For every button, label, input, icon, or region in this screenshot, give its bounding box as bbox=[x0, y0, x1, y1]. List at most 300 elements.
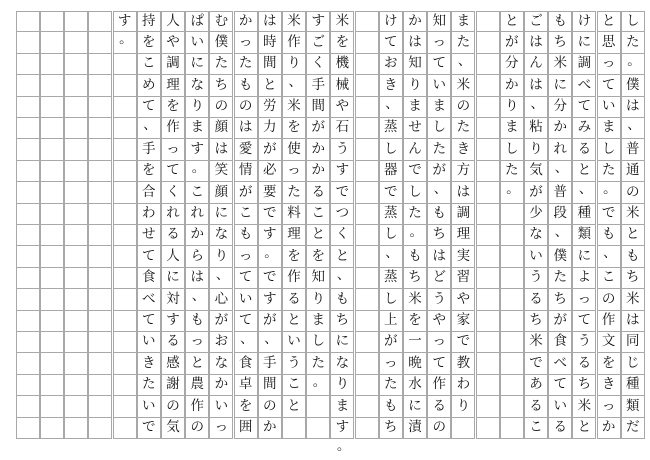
manuscript-cell: 手 bbox=[258, 353, 282, 374]
manuscript-cell: て bbox=[234, 268, 258, 289]
manuscript-cell: 類 bbox=[572, 225, 596, 246]
manuscript-cell: も bbox=[427, 204, 451, 225]
manuscript-cell bbox=[113, 97, 137, 118]
manuscript-cell: 使 bbox=[282, 139, 306, 160]
manuscript-cell: 。 bbox=[403, 225, 427, 246]
manuscript-cell: で bbox=[137, 418, 161, 439]
manuscript-cell: お bbox=[209, 332, 233, 353]
manuscript-cell bbox=[64, 32, 88, 53]
manuscript-cell bbox=[500, 311, 524, 332]
manuscript-cell bbox=[64, 97, 88, 118]
manuscript-cell: 調 bbox=[572, 54, 596, 75]
manuscript-cell bbox=[16, 225, 40, 246]
manuscript-cell: て bbox=[137, 97, 161, 118]
manuscript-cell: 時 bbox=[258, 32, 282, 53]
manuscript-cell: 。 bbox=[185, 161, 209, 182]
manuscript-cell bbox=[500, 289, 524, 310]
manuscript-cell: が bbox=[524, 182, 548, 203]
manuscript-cell: と bbox=[282, 396, 306, 417]
manuscript-cell: 料 bbox=[282, 204, 306, 225]
manuscript-cell: ま bbox=[597, 118, 621, 139]
manuscript-cell: 。 bbox=[597, 182, 621, 203]
manuscript-cell: が bbox=[258, 139, 282, 160]
manuscript-cell bbox=[113, 396, 137, 417]
manuscript-cell: 囲 bbox=[234, 418, 258, 439]
manuscript-cell bbox=[113, 418, 137, 439]
manuscript-cell: か bbox=[209, 375, 233, 396]
manuscript-cell: 作 bbox=[282, 32, 306, 53]
manuscript-cell bbox=[306, 396, 330, 417]
manuscript-column bbox=[234, 11, 258, 439]
manuscript-cell bbox=[500, 225, 524, 246]
manuscript-cell: も bbox=[548, 11, 572, 32]
manuscript-cell: 作 bbox=[282, 268, 306, 289]
manuscript-cell: る bbox=[548, 418, 572, 439]
manuscript-cell: は bbox=[621, 311, 645, 332]
manuscript-cell: 人 bbox=[161, 246, 185, 267]
manuscript-cell: し bbox=[427, 118, 451, 139]
manuscript-cell: 調 bbox=[451, 204, 475, 225]
manuscript-cell bbox=[500, 246, 524, 267]
manuscript-cell: た bbox=[379, 375, 403, 396]
manuscript-cell: い bbox=[427, 75, 451, 96]
manuscript-cell bbox=[16, 353, 40, 374]
manuscript-cell: ち bbox=[572, 375, 596, 396]
manuscript-cell bbox=[40, 75, 64, 96]
manuscript-cell bbox=[282, 418, 306, 439]
manuscript-cell bbox=[355, 204, 379, 225]
manuscript-cell bbox=[16, 161, 40, 182]
manuscript-cell: せ bbox=[403, 118, 427, 139]
manuscript-cell bbox=[64, 225, 88, 246]
manuscript-cell: 気 bbox=[161, 418, 185, 439]
manuscript-cell: べ bbox=[572, 75, 596, 96]
manuscript-cell: り bbox=[403, 75, 427, 96]
manuscript-cell: で bbox=[451, 332, 475, 353]
manuscript-cell bbox=[476, 246, 500, 267]
manuscript-cell bbox=[88, 139, 112, 160]
manuscript-cell bbox=[355, 289, 379, 310]
manuscript-cell bbox=[88, 246, 112, 267]
manuscript-cell: 笑 bbox=[209, 161, 233, 182]
manuscript-cell: な bbox=[330, 353, 354, 374]
manuscript-column bbox=[621, 11, 645, 439]
manuscript-cell: を bbox=[282, 118, 306, 139]
manuscript-cell: 。 bbox=[306, 375, 330, 396]
manuscript-column bbox=[379, 11, 403, 439]
manuscript-cell: う bbox=[524, 268, 548, 289]
manuscript-cell bbox=[16, 311, 40, 332]
manuscript-cell bbox=[476, 353, 500, 374]
manuscript-cell bbox=[16, 289, 40, 310]
manuscript-cell: う bbox=[427, 289, 451, 310]
manuscript-cell: 漬 bbox=[403, 418, 427, 439]
manuscript-cell bbox=[476, 311, 500, 332]
manuscript-cell: 米 bbox=[330, 11, 354, 32]
manuscript-cell bbox=[113, 353, 137, 374]
manuscript-cell bbox=[113, 311, 137, 332]
manuscript-cell bbox=[88, 75, 112, 96]
manuscript-cell bbox=[40, 289, 64, 310]
manuscript-cell: よ bbox=[572, 268, 596, 289]
manuscript-cell bbox=[355, 375, 379, 396]
manuscript-cell: き bbox=[137, 353, 161, 374]
manuscript-cell: り bbox=[330, 375, 354, 396]
manuscript-cell: 食 bbox=[548, 332, 572, 353]
manuscript-cell: い bbox=[185, 32, 209, 53]
manuscript-cell: と bbox=[500, 11, 524, 32]
manuscript-cell: い bbox=[209, 396, 233, 417]
manuscript-cell bbox=[355, 97, 379, 118]
manuscript-cell: た bbox=[137, 375, 161, 396]
manuscript-cell: ぱ bbox=[185, 11, 209, 32]
manuscript-cell: 食 bbox=[234, 353, 258, 374]
manuscript-cell: 、 bbox=[137, 118, 161, 139]
manuscript-cell: て bbox=[427, 353, 451, 374]
manuscript-cell: か bbox=[306, 161, 330, 182]
manuscript-cell bbox=[88, 396, 112, 417]
manuscript-cell: い bbox=[234, 289, 258, 310]
manuscript-column bbox=[451, 11, 475, 439]
manuscript-cell: い bbox=[597, 97, 621, 118]
manuscript-cell: た bbox=[209, 54, 233, 75]
manuscript-cell: に bbox=[209, 204, 233, 225]
manuscript-cell: 僕 bbox=[621, 75, 645, 96]
manuscript-cell: た bbox=[403, 204, 427, 225]
manuscript-cell: と bbox=[282, 311, 306, 332]
manuscript-cell bbox=[355, 246, 379, 267]
manuscript-cell: 作 bbox=[427, 375, 451, 396]
manuscript-cell: は bbox=[258, 11, 282, 32]
manuscript-cell: っ bbox=[234, 246, 258, 267]
manuscript-cell bbox=[113, 375, 137, 396]
manuscript-cell: 理 bbox=[282, 225, 306, 246]
manuscript-cell bbox=[40, 54, 64, 75]
manuscript-cell: か bbox=[234, 11, 258, 32]
manuscript-cell: た bbox=[597, 161, 621, 182]
manuscript-cell bbox=[355, 161, 379, 182]
manuscript-cell: を bbox=[234, 396, 258, 417]
manuscript-cell: 理 bbox=[161, 75, 185, 96]
manuscript-cell: ち bbox=[621, 268, 645, 289]
manuscript-cell: に bbox=[185, 54, 209, 75]
manuscript-cell: な bbox=[524, 225, 548, 246]
manuscript-cell bbox=[113, 182, 137, 203]
manuscript-cell: は bbox=[209, 139, 233, 160]
manuscript-cell: に bbox=[548, 75, 572, 96]
manuscript-cell: る bbox=[161, 332, 185, 353]
manuscript-cell: ち bbox=[548, 289, 572, 310]
manuscript-cell bbox=[40, 246, 64, 267]
manuscript-cell bbox=[500, 375, 524, 396]
manuscript-cell bbox=[476, 289, 500, 310]
manuscript-cell: う bbox=[282, 353, 306, 374]
manuscript-cell: 分 bbox=[500, 54, 524, 75]
manuscript-cell bbox=[40, 396, 64, 417]
manuscript-cell bbox=[476, 32, 500, 53]
manuscript-cell: を bbox=[403, 311, 427, 332]
manuscript-cell bbox=[16, 32, 40, 53]
manuscript-cell: 上 bbox=[379, 311, 403, 332]
manuscript-cell: 。 bbox=[336, 438, 351, 454]
manuscript-cell: 器 bbox=[379, 161, 403, 182]
manuscript-cell: の bbox=[427, 418, 451, 439]
manuscript-cell: 少 bbox=[524, 204, 548, 225]
manuscript-cell: 米 bbox=[282, 11, 306, 32]
manuscript-cell: か bbox=[185, 225, 209, 246]
manuscript-cell bbox=[64, 268, 88, 289]
manuscript-cell: 、 bbox=[548, 161, 572, 182]
manuscript-cell bbox=[476, 332, 500, 353]
manuscript-cell: 、 bbox=[597, 246, 621, 267]
manuscript-column bbox=[476, 11, 500, 439]
manuscript-cell: の bbox=[597, 289, 621, 310]
manuscript-cell bbox=[88, 332, 112, 353]
manuscript-cell: も bbox=[234, 225, 258, 246]
manuscript-cell: 、 bbox=[524, 97, 548, 118]
manuscript-cell: 謝 bbox=[161, 375, 185, 396]
manuscript-cell: ん bbox=[524, 54, 548, 75]
manuscript-column bbox=[137, 11, 161, 439]
manuscript-cell: し bbox=[306, 332, 330, 353]
manuscript-cell: っ bbox=[572, 289, 596, 310]
manuscript-cell: れ bbox=[161, 204, 185, 225]
manuscript-column bbox=[161, 11, 185, 439]
manuscript-cell bbox=[88, 268, 112, 289]
manuscript-column bbox=[40, 11, 64, 439]
manuscript-cell: は bbox=[621, 97, 645, 118]
manuscript-cell: っ bbox=[597, 54, 621, 75]
manuscript-cell: め bbox=[137, 75, 161, 96]
manuscript-cell: 。 bbox=[113, 32, 137, 53]
manuscript-column bbox=[330, 11, 354, 454]
manuscript-cell: し bbox=[379, 139, 403, 160]
manuscript-cell: を bbox=[161, 97, 185, 118]
manuscript-column bbox=[88, 11, 112, 439]
manuscript-cell: の bbox=[451, 97, 475, 118]
manuscript-cell: が bbox=[379, 332, 403, 353]
manuscript-cell: 対 bbox=[161, 289, 185, 310]
manuscript-cell: 種 bbox=[572, 204, 596, 225]
manuscript-cell: す bbox=[161, 311, 185, 332]
manuscript-cell bbox=[40, 118, 64, 139]
manuscript-cell: ご bbox=[306, 32, 330, 53]
manuscript-cell: 僕 bbox=[209, 32, 233, 53]
manuscript-cell: ら bbox=[185, 246, 209, 267]
manuscript-cell: の bbox=[161, 396, 185, 417]
manuscript-cell bbox=[500, 332, 524, 353]
manuscript-cell: す bbox=[258, 225, 282, 246]
manuscript-cell: 間 bbox=[258, 375, 282, 396]
manuscript-cell: っ bbox=[234, 32, 258, 53]
manuscript-cell: か bbox=[500, 75, 524, 96]
manuscript-cell: 。 bbox=[500, 182, 524, 203]
manuscript-cell bbox=[40, 139, 64, 160]
manuscript-cell: 米 bbox=[282, 97, 306, 118]
manuscript-column bbox=[16, 11, 40, 439]
manuscript-cell bbox=[476, 225, 500, 246]
manuscript-cell bbox=[88, 225, 112, 246]
manuscript-cell: っ bbox=[282, 161, 306, 182]
manuscript-cell: し bbox=[379, 289, 403, 310]
manuscript-cell bbox=[16, 139, 40, 160]
manuscript-cell: っ bbox=[185, 332, 209, 353]
manuscript-cell: 手 bbox=[306, 75, 330, 96]
manuscript-cell: て bbox=[379, 32, 403, 53]
manuscript-cell bbox=[64, 375, 88, 396]
manuscript-cell: が bbox=[500, 32, 524, 53]
manuscript-cell bbox=[476, 75, 500, 96]
manuscript-cell: っ bbox=[161, 139, 185, 160]
manuscript-cell: お bbox=[379, 54, 403, 75]
manuscript-cell: る bbox=[572, 139, 596, 160]
manuscript-cell: 同 bbox=[621, 332, 645, 353]
manuscript-cell: 家 bbox=[451, 311, 475, 332]
manuscript-cell: せ bbox=[137, 225, 161, 246]
manuscript-cell: や bbox=[161, 32, 185, 53]
manuscript-cell bbox=[476, 139, 500, 160]
manuscript-cell bbox=[64, 118, 88, 139]
manuscript-cell bbox=[88, 289, 112, 310]
manuscript-cell bbox=[64, 289, 88, 310]
manuscript-cell: 米 bbox=[451, 75, 475, 96]
manuscript-cell bbox=[113, 139, 137, 160]
manuscript-cell: わ bbox=[451, 375, 475, 396]
manuscript-cell: 持 bbox=[137, 11, 161, 32]
manuscript-cell: を bbox=[137, 161, 161, 182]
manuscript-cell: こ bbox=[306, 204, 330, 225]
manuscript-cell bbox=[64, 332, 88, 353]
manuscript-cell: 米 bbox=[403, 289, 427, 310]
manuscript-cell bbox=[476, 418, 500, 439]
manuscript-cell: あ bbox=[524, 375, 548, 396]
manuscript-cell bbox=[40, 418, 64, 439]
manuscript-cell: て bbox=[161, 161, 185, 182]
manuscript-cell: わ bbox=[137, 204, 161, 225]
manuscript-cell: 力 bbox=[258, 118, 282, 139]
manuscript-cell bbox=[64, 75, 88, 96]
manuscript-cell: べ bbox=[548, 353, 572, 374]
manuscript-cell: っ bbox=[427, 332, 451, 353]
manuscript-cell: に bbox=[403, 396, 427, 417]
manuscript-cell: っ bbox=[597, 396, 621, 417]
manuscript-cell: し bbox=[621, 11, 645, 32]
manuscript-column bbox=[282, 11, 306, 439]
manuscript-cell: か bbox=[258, 418, 282, 439]
manuscript-cell: で bbox=[597, 204, 621, 225]
manuscript-cell: を bbox=[282, 246, 306, 267]
manuscript-cell: 米 bbox=[524, 332, 548, 353]
manuscript-cell: の bbox=[258, 396, 282, 417]
manuscript-cell: た bbox=[282, 182, 306, 203]
manuscript-cell bbox=[88, 97, 112, 118]
manuscript-cell: れ bbox=[548, 139, 572, 160]
manuscript-cell: の bbox=[209, 97, 233, 118]
manuscript-cell bbox=[306, 418, 330, 439]
manuscript-cell: 気 bbox=[524, 161, 548, 182]
manuscript-cell: 機 bbox=[330, 54, 354, 75]
manuscript-cell: 調 bbox=[161, 54, 185, 75]
manuscript-cell: た bbox=[234, 54, 258, 75]
manuscript-cell bbox=[64, 311, 88, 332]
manuscript-cell: が bbox=[306, 118, 330, 139]
manuscript-cell bbox=[476, 161, 500, 182]
manuscript-cell bbox=[113, 332, 137, 353]
manuscript-cell bbox=[113, 75, 137, 96]
manuscript-cell: た bbox=[451, 32, 475, 53]
manuscript-cell: け bbox=[572, 11, 596, 32]
manuscript-cell: け bbox=[379, 11, 403, 32]
manuscript-cell bbox=[355, 268, 379, 289]
manuscript-cell: ま bbox=[427, 97, 451, 118]
manuscript-cell: る bbox=[161, 225, 185, 246]
manuscript-cell: た bbox=[548, 268, 572, 289]
manuscript-cell: の bbox=[621, 182, 645, 203]
manuscript-cell bbox=[500, 204, 524, 225]
manuscript-cell: た bbox=[500, 161, 524, 182]
manuscript-cell bbox=[355, 182, 379, 203]
manuscript-cell bbox=[500, 268, 524, 289]
manuscript-cell bbox=[113, 204, 137, 225]
manuscript-cell bbox=[40, 311, 64, 332]
manuscript-cell bbox=[16, 75, 40, 96]
manuscript-cell: 一 bbox=[403, 332, 427, 353]
manuscript-cell: す bbox=[330, 161, 354, 182]
manuscript-cell: て bbox=[572, 311, 596, 332]
manuscript-cell: と bbox=[185, 353, 209, 374]
manuscript-cell: は bbox=[524, 32, 548, 53]
manuscript-cell bbox=[355, 225, 379, 246]
manuscript-cell: 米 bbox=[548, 54, 572, 75]
manuscript-cell: 情 bbox=[234, 161, 258, 182]
manuscript-cell: ち bbox=[403, 268, 427, 289]
manuscript-cell: た bbox=[451, 118, 475, 139]
manuscript-cell: り bbox=[185, 97, 209, 118]
manuscript-cell: こ bbox=[234, 204, 258, 225]
manuscript-cell: く bbox=[161, 182, 185, 203]
manuscript-cell: と bbox=[572, 418, 596, 439]
manuscript-cell: 僕 bbox=[548, 246, 572, 267]
manuscript-cell: 蒸 bbox=[379, 268, 403, 289]
manuscript-cell bbox=[64, 182, 88, 203]
manuscript-cell bbox=[476, 97, 500, 118]
manuscript-cell: 知 bbox=[427, 11, 451, 32]
manuscript-cell bbox=[64, 353, 88, 374]
manuscript-cell bbox=[40, 97, 64, 118]
manuscript-cell: 械 bbox=[330, 75, 354, 96]
manuscript-cell: が bbox=[209, 311, 233, 332]
manuscript-cell: を bbox=[137, 32, 161, 53]
manuscript-cell: 分 bbox=[548, 97, 572, 118]
manuscript-cell: 知 bbox=[403, 54, 427, 75]
manuscript-cell: と bbox=[258, 75, 282, 96]
manuscript-cell bbox=[476, 54, 500, 75]
manuscript-cell: 労 bbox=[258, 97, 282, 118]
manuscript-cell bbox=[40, 32, 64, 53]
manuscript-cell: 米 bbox=[572, 396, 596, 417]
manuscript-cell: 食 bbox=[137, 268, 161, 289]
manuscript-cell: 、 bbox=[379, 246, 403, 267]
manuscript-cell: が bbox=[234, 182, 258, 203]
manuscript-cell bbox=[355, 311, 379, 332]
manuscript-cell bbox=[355, 75, 379, 96]
manuscript-cell: こ bbox=[137, 54, 161, 75]
manuscript-cell: を bbox=[597, 353, 621, 374]
manuscript-cell: 、 bbox=[258, 332, 282, 353]
manuscript-cell: た bbox=[306, 353, 330, 374]
manuscript-cell bbox=[476, 11, 500, 32]
manuscript-cell: 作 bbox=[185, 396, 209, 417]
